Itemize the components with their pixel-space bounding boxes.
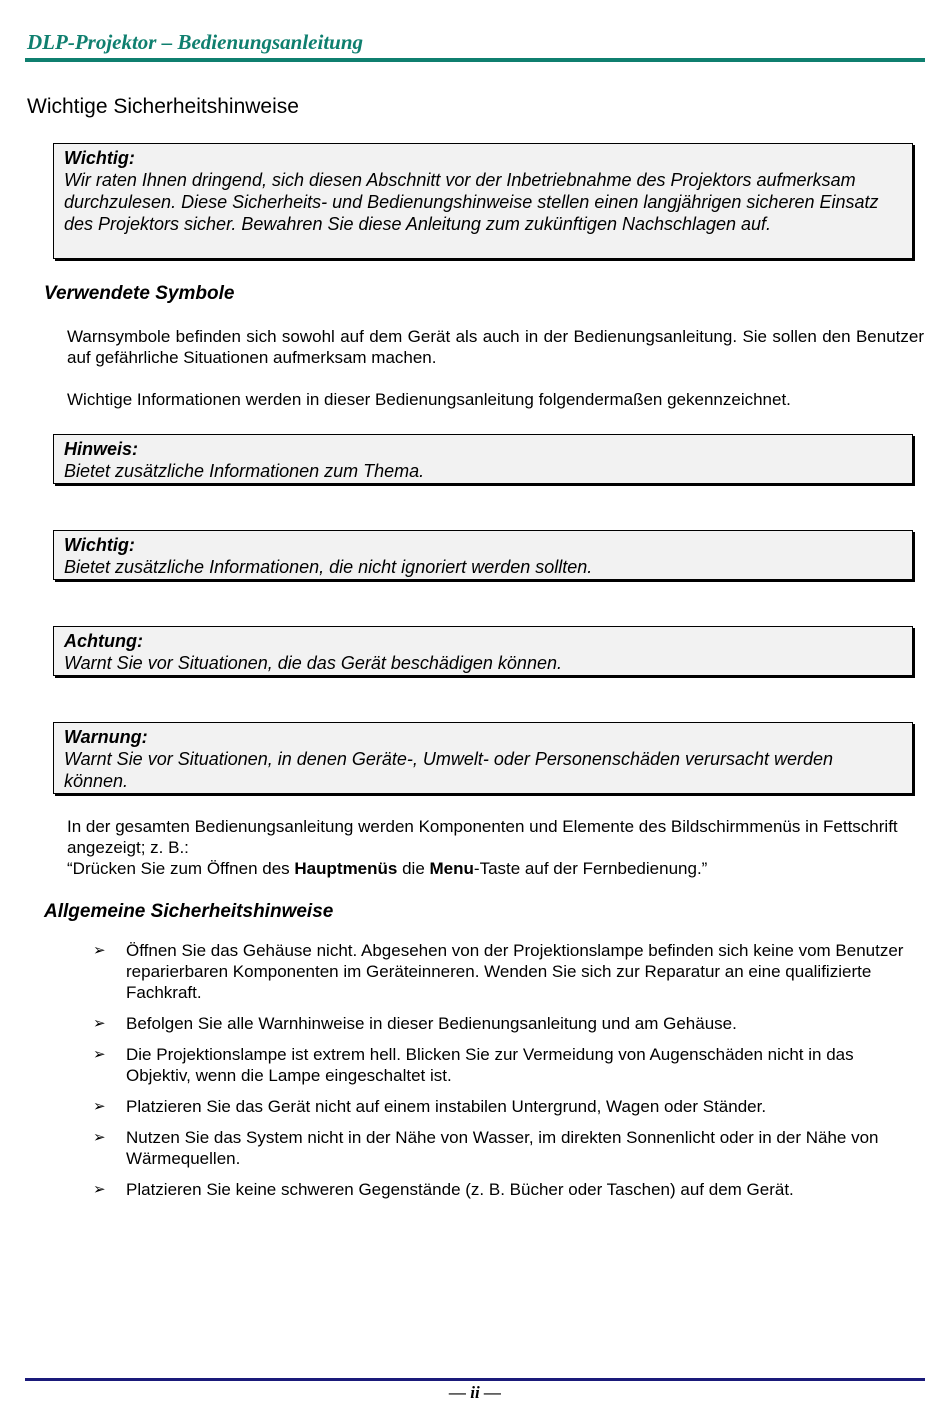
bold-font-intro: In der gesamten Bedienungsanleitung werden Komponenten und Elemente des Bildschirmmenüs in Fettschrift angezeigt; z. B.:: [67, 817, 898, 857]
header-title: DLP-Projektor – Bedienungsanleitung: [27, 30, 364, 54]
list-item: [93, 1013, 913, 1034]
hinweis-box: [53, 434, 913, 484]
example-text-post: -Taste auf der Fernbedienung.”: [473, 859, 708, 878]
hinweis-box-title: Hinweis:: [64, 439, 139, 459]
list-item-text: Befolgen Sie alle Warnhinweise in dieser Bedienungsanleitung und am Gehäuse.: [126, 1014, 737, 1033]
bold-font-paragraph: [67, 816, 924, 879]
page-number: — ii —: [449, 1383, 501, 1402]
list-item-text: Die Projektionslampe ist extrem hell. Blicken Sie zur Vermeidung von Augenschäden nicht in das Objektiv, wenn die Lampe eingeschaltet ist.: [126, 1045, 854, 1085]
bold-font-example: [67, 858, 924, 879]
list-item-text: Nutzen Sie das System nicht in der Nähe von Wasser, im direkten Sonnenlicht oder in der Nähe von Wärmequellen.: [126, 1128, 879, 1168]
list-item: [93, 1044, 913, 1086]
intro-box-text: Wir raten Ihnen dringend, sich diesen Abschnitt vor der Inbetriebnahme des Projektors aufmerksam durchzulesen. Diese Sicherheits- und Bedienungshinweise stellen einen langjährigen sicheren Einsatz des Projektors sicher. Bewahren Sie diese Anleitung zum zukünftigen Nachschlagen auf.: [64, 170, 879, 234]
symbols-paragraph-2: Wichtige Informationen werden in dieser Bedienungsanleitung folgendermaßen gekennzeichnet.: [67, 390, 791, 409]
list-item: [93, 940, 913, 1003]
arrow-bullet-icon: ➢: [93, 1046, 106, 1063]
achtung-box-text: Warnt Sie vor Situationen, die das Gerät beschädigen können.: [64, 653, 562, 673]
symbols-heading: Verwendete Symbole: [44, 283, 235, 304]
example-text-pre: “Drücken Sie zum Öffnen des: [67, 859, 295, 878]
arrow-bullet-icon: ➢: [93, 1129, 106, 1146]
intro-important-box: [53, 143, 913, 259]
wichtig-box-title: Wichtig:: [64, 535, 135, 555]
achtung-box-title: Achtung:: [64, 631, 143, 651]
achtung-box: [53, 626, 913, 676]
list-item-text: Platzieren Sie keine schweren Gegenstände (z. B. Bücher oder Taschen) auf dem Gerät.: [126, 1180, 794, 1199]
wichtig-box-text: Bietet zusätzliche Informationen, die nicht ignoriert werden sollten.: [64, 557, 593, 577]
example-bold-menu-key: Menu: [429, 859, 474, 878]
arrow-bullet-icon: ➢: [93, 1181, 106, 1198]
general-safety-heading: Allgemeine Sicherheitshinweise: [44, 901, 334, 922]
wichtig-box: [53, 530, 913, 580]
symbols-paragraph-1: Warnsymbole befinden sich sowohl auf dem Gerät als auch in der Bedienungsanleitung. Sie sollen den Benutzer auf gefährliche Situationen aufmerksam machen.: [67, 327, 924, 367]
general-safety-list: [93, 940, 913, 1210]
arrow-bullet-icon: ➢: [93, 1015, 106, 1032]
header-rule: [25, 58, 925, 62]
example-bold-main-menu: Hauptmenüs: [294, 859, 398, 878]
warnung-box: [53, 722, 913, 794]
list-item-text: Platzieren Sie das Gerät nicht auf einem instabilen Untergrund, Wagen oder Ständer.: [126, 1097, 767, 1116]
warnung-box-text: Warnt Sie vor Situationen, in denen Geräte-, Umwelt- oder Personenschäden verursacht werden können.: [64, 749, 834, 791]
intro-box-title: Wichtig:: [64, 148, 135, 168]
list-item: [93, 1127, 913, 1169]
list-item: [93, 1179, 913, 1200]
warnung-box-title: Warnung:: [64, 727, 148, 747]
page-header: [27, 28, 925, 56]
arrow-bullet-icon: ➢: [93, 942, 106, 959]
footer-rule: [25, 1378, 925, 1381]
list-item: [93, 1096, 913, 1117]
hinweis-box-text: Bietet zusätzliche Informationen zum Thema.: [64, 461, 425, 481]
arrow-bullet-icon: ➢: [93, 1098, 106, 1115]
page-title: Wichtige Sicherheitshinweise: [27, 95, 299, 118]
example-text-mid: die: [397, 859, 430, 878]
list-item-text: Öffnen Sie das Gehäuse nicht. Abgesehen von der Projektionslampe befinden sich keine vom Benutzer reparierbaren Komponenten im Geräteinneren. Wenden Sie sich zur Reparatur an eine qualifizierte Fachkraft.: [126, 941, 904, 1002]
